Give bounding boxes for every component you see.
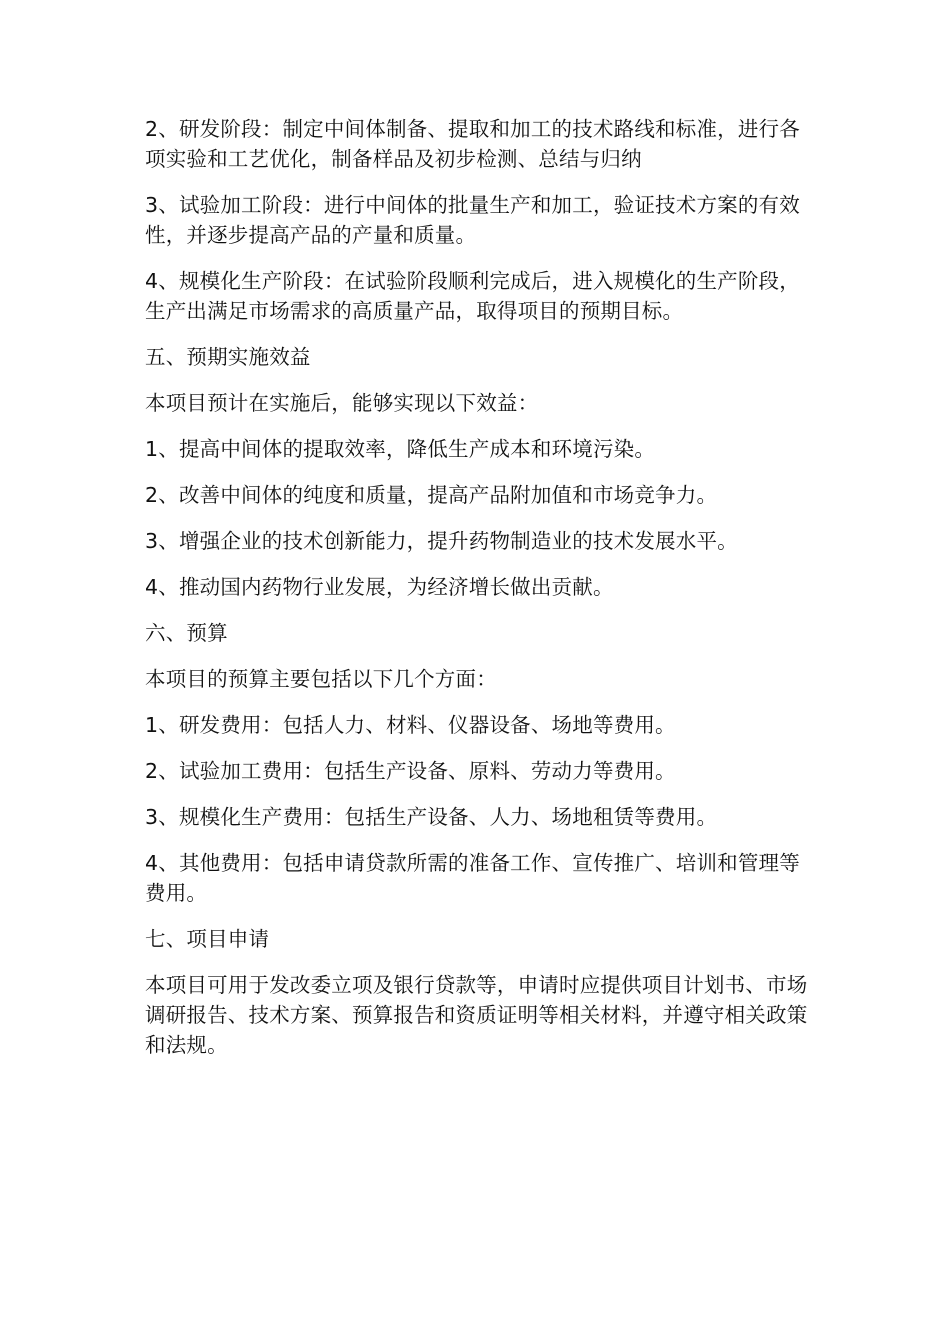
list-item-benefit-1: 1、提高中间体的提取效率，降低生产成本和环境污染。 <box>145 437 656 461</box>
list-item-budget-3: 3、规模化生产费用：包括生产设备、人力、场地租赁等费用。 <box>145 805 718 829</box>
list-item-benefit-4: 4、推动国内药物行业发展，为经济增长做出贡献。 <box>145 575 614 599</box>
list-item-budget-1: 1、研发费用：包括人力、材料、仪器设备、场地等费用。 <box>145 713 676 737</box>
paragraph-trial-stage: 3、试验加工阶段：进行中间体的批量生产和加工，验证技术方案的有效性，并逐步提高产品的产量和质量。 <box>145 193 800 247</box>
section-heading-benefits: 五、预期实施效益 <box>145 345 311 369</box>
document-body <box>145 114 810 1076</box>
list-item-budget-4: 4、其他费用：包括申请贷款所需的准备工作、宣传推广、培训和管理等费用。 <box>145 851 800 905</box>
paragraph-benefits-intro: 本项目预计在实施后，能够实现以下效益： <box>145 391 539 415</box>
paragraph-rd-stage: 2、研发阶段：制定中间体制备、提取和加工的技术路线和标准，进行各项实验和工艺优化，制备样品及初步检测、总结与归纳 <box>145 117 800 171</box>
paragraph-scale-stage: 4、规模化生产阶段：在试验阶段顺利完成后，进入规模化的生产阶段，生产出满足市场需求的高质量产品，取得项目的预期目标。 <box>145 269 800 323</box>
paragraph-budget-intro: 本项目的预算主要包括以下几个方面： <box>145 667 497 691</box>
list-item-benefit-3: 3、增强企业的技术创新能力，提升药物制造业的技术发展水平。 <box>145 529 738 553</box>
paragraph-application: 本项目可用于发改委立项及银行贷款等，申请时应提供项目计划书、市场调研报告、技术方案、预算报告和资质证明等相关材料，并遵守相关政策和法规。 <box>145 973 808 1057</box>
section-heading-budget: 六、预算 <box>145 621 228 645</box>
list-item-budget-2: 2、试验加工费用：包括生产设备、原料、劳动力等费用。 <box>145 759 676 783</box>
list-item-benefit-2: 2、改善中间体的纯度和质量，提高产品附加值和市场竞争力。 <box>145 483 718 507</box>
section-heading-application: 七、项目申请 <box>145 927 270 951</box>
